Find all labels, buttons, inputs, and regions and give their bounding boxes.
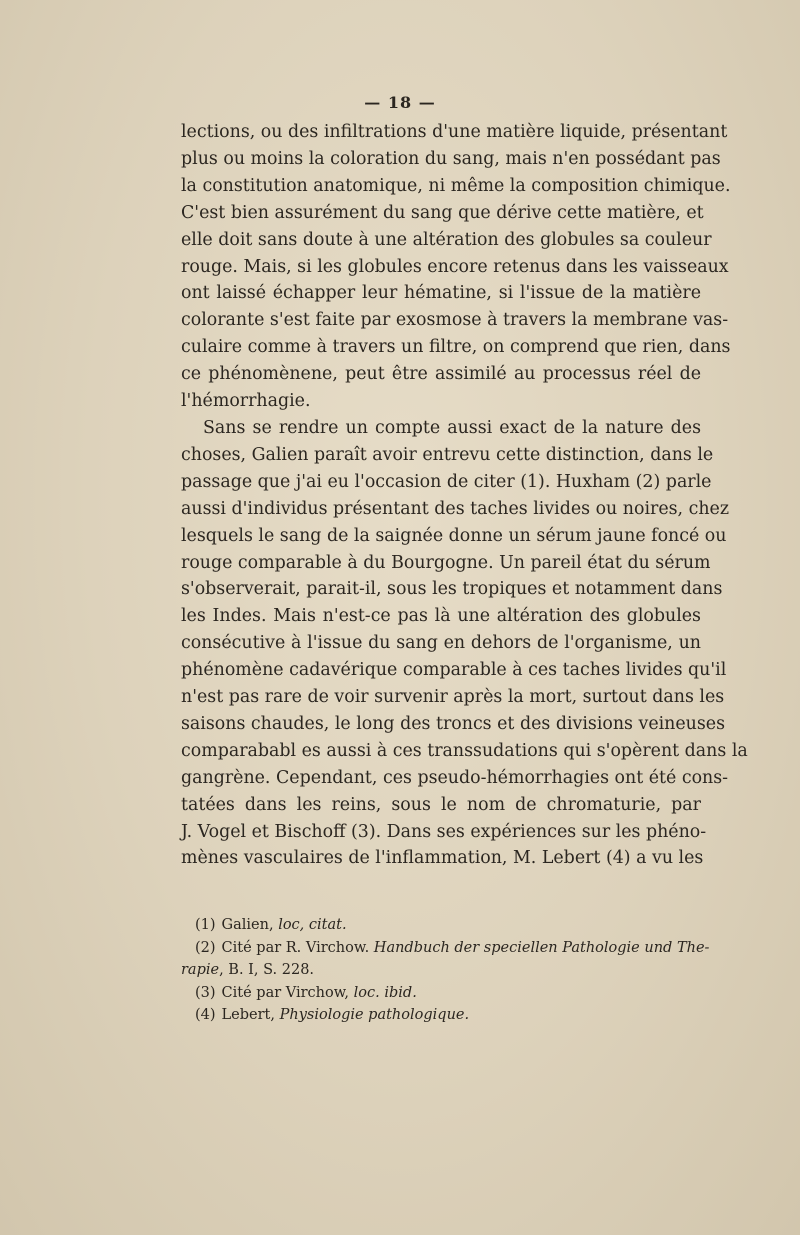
text-line: passage que j'ai eu l'occasion de citer (1). Huxham (2) parle	[181, 471, 712, 492]
footnote-number: (4)	[195, 1007, 216, 1024]
text-line: l'hémorrhagie.	[181, 391, 311, 412]
footnote-text: Galien,	[221, 917, 279, 933]
text-line: gangrène. Cependant, ces pseudo-hémorrhagies ont été cons-	[181, 767, 729, 788]
text-line: choses, Galien paraît avoir entrevu cette distinction, dans le	[181, 444, 714, 465]
text-line: lections, ou des infiltrations d'une matière liquide, présentant	[181, 122, 728, 142]
main-text	[181, 119, 748, 872]
footnote-italic: Physiologie pathologique.	[279, 1007, 470, 1024]
text-line: s'observerait, parait-il, sous les tropiques et notamment dans	[181, 579, 723, 600]
text-line: culaire comme à travers un filtre, on comprend que rien, dans	[181, 337, 731, 358]
text-line: elle doit sans doute à une altération des globules sa couleur	[181, 229, 712, 250]
footnote-text: Lebert,	[221, 1007, 280, 1024]
text-line: Sans se rendre un compte aussi exact de la nature des	[203, 417, 701, 438]
footnote-number: (3)	[195, 984, 216, 1001]
text-line: aussi d'individus présentant des taches livides ou noires, chez	[181, 498, 729, 519]
text-line: plus ou moins la coloration du sang, mais n'en possédant pas	[181, 148, 721, 169]
footnote	[181, 982, 701, 1005]
footnote-italic: Handbuch der speciellen Pathologie und The-	[373, 939, 710, 956]
footnote-text: Cité par R. Virchow.	[221, 939, 374, 956]
text-line: ont laissé échapper leur hématine, si l'issue de la matière	[181, 283, 701, 304]
footnotes	[181, 914, 710, 1027]
text-line: consécutive à l'issue du sang en dehors de l'organisme, un	[181, 633, 701, 654]
text-line: comparababl es aussi à ces transsudations qui s'opèrent dans la	[181, 740, 748, 761]
footnote	[181, 937, 710, 960]
text-line: J. Vogel et Bischoff (3). Dans ses expériences sur les phéno-	[181, 821, 707, 842]
footnote-italic: rapie	[181, 962, 220, 979]
footnote	[181, 1004, 701, 1027]
text-line: mènes vasculaires de l'inflammation, M. Lebert (4) a vu les	[181, 848, 704, 869]
footnote	[181, 914, 701, 937]
footnote-text: , B. I, S. 228.	[219, 962, 315, 979]
footnote-italic: loc, citat.	[278, 917, 347, 933]
footnote-text: Cité par Virchow,	[221, 984, 354, 1001]
text-line: les Indes. Mais n'est-ce pas là une altération des globules	[181, 606, 701, 627]
text-line: phénomène cadavérique comparable à ces taches livides qu'il	[181, 660, 727, 681]
text-line: rouge. Mais, si les globules encore retenus dans les vaisseaux	[181, 256, 729, 277]
text-line: saisons chaudes, le long des troncs et des divisions veineuses	[181, 713, 726, 734]
footnote-number: (1)	[195, 917, 216, 933]
footnote-italic: loc. ibid.	[353, 984, 417, 1001]
text-line: rouge comparable à du Bourgogne. Un pareil état du sérum	[181, 552, 711, 573]
text-line: colorante s'est faite par exosmose à travers la membrane vas-	[181, 310, 729, 331]
text-line: la constitution anatomique, ni même la composition chimique.	[181, 175, 731, 196]
text-line: lesquels le sang de la saignée donne un sérum jaune foncé ou	[181, 525, 727, 546]
page-number-header: — 18 —	[364, 93, 436, 112]
text-line: n'est pas rare de voir survenir après la mort, surtout dans les	[181, 687, 725, 708]
text-line: ce phénomènene, peut être assimilé au processus réel de	[181, 364, 701, 385]
footnote-continuation	[181, 959, 701, 982]
text-line: C'est bien assurément du sang que dérive cette matière, et	[181, 202, 704, 223]
text-line: tatées dans les reins, sous le nom de chromaturie, par	[181, 794, 701, 815]
footnote-number: (2)	[195, 939, 216, 956]
